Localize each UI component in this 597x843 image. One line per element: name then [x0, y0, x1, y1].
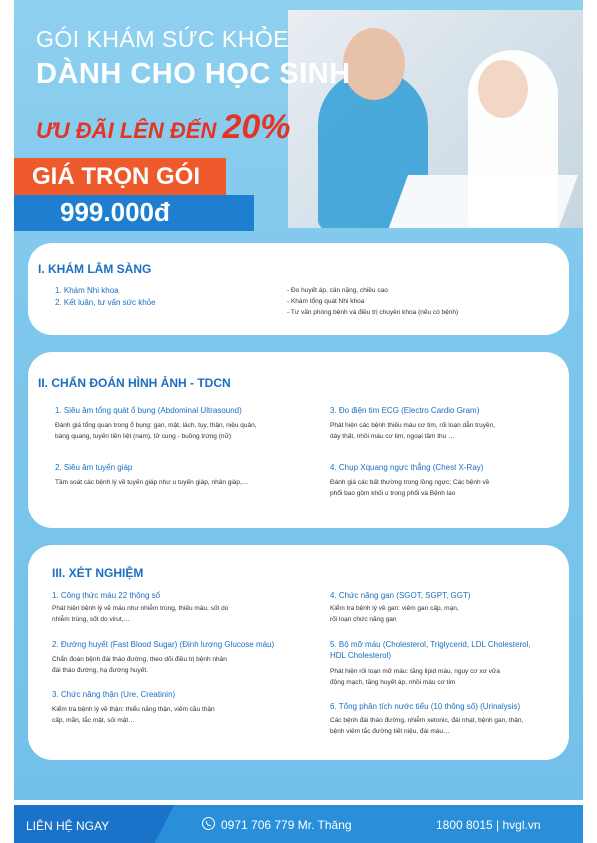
lab-item-desc: Các bệnh đái tháo đường, nhiễm xetonic, đái nhạt, bệnh gan, thận,	[330, 717, 524, 724]
contact-now-label[interactable]: LIÊN HỆ NGAY	[26, 819, 110, 833]
section1-title: I. KHÁM LÂM SÀNG	[38, 262, 152, 276]
lab-item-title: 6. Tổng phân tích nước tiểu (10 thông số) (Urinalysis)	[330, 702, 521, 711]
lab-item-title: 2. Đường huyết (Fast Blood Sugar) (Định lượng Glucose máu)	[52, 640, 275, 649]
price-value: 999.000đ	[60, 197, 170, 227]
hotline-website[interactable]: 1800 8015 | hvgl.vn	[436, 818, 541, 832]
lab-item-desc: Kiểm tra bệnh lý về thận: thiểu năng thận, viêm cầu thận	[52, 706, 215, 713]
phone-number[interactable]: 0971 706 779 Mr. Thăng	[221, 818, 352, 832]
lab-item-title: 4. Chức năng gan (SGOT, SGPT, GGT)	[330, 591, 471, 600]
lab-item-desc: động mạch, tăng huyết áp, nhồi máu cơ tim	[330, 679, 456, 686]
lab-item-desc: Phát hiện bệnh lý về máu như nhiễm trùng, thiếu máu, sốt do	[52, 605, 229, 612]
section1-note: - Đo huyết áp, cân nặng, chiều cao	[287, 287, 388, 294]
promo-text	[36, 108, 291, 147]
title-line2: DÀNH CHO HỌC SINH	[36, 58, 351, 90]
lab-item-desc: bệnh viêm tắc đường tiết niệu, đái máu…	[330, 728, 450, 735]
lab-item-desc: cấp, mãn, tắc mật, sỏi mật…	[52, 717, 135, 724]
imaging-item-title: 1. Siêu âm tổng quát ổ bụng (Abdominal Ultrasound)	[55, 406, 242, 415]
section1-note: - Tư vấn phòng bệnh và điều trị chuyên khoa (nếu có bệnh)	[287, 309, 459, 316]
section2-title: II. CHẨN ĐOÁN HÌNH ẢNH - TDCN	[38, 376, 231, 390]
section1-item: 1. Khám Nhi khoa	[55, 286, 119, 295]
lab-item-desc: Phát hiện rối loạn mỡ máu: tăng lipid máu, nguy cơ xơ vữa	[330, 668, 500, 675]
lab-item-title: 1. Công thức máu 22 thông số	[52, 591, 161, 600]
section1-note: - Khám tổng quát Nhi khoa	[287, 298, 365, 305]
imaging-item-title: 2. Siêu âm tuyến giáp	[55, 463, 133, 472]
imaging-item-title: 3. Đo điện tim ECG (Electro Cardio Gram)	[330, 406, 480, 415]
hero-photo-doctor-student	[288, 10, 583, 228]
lab-item-title-cont: HDL Cholesterol)	[330, 651, 392, 660]
lab-item-desc: đái tháo đường, hạ đường huyết.	[52, 667, 149, 674]
promo-percent: 20%	[222, 108, 291, 146]
section1-item: 2. Kết luận, tư vấn sức khỏe	[55, 298, 156, 307]
lab-item-title: 5. Bộ mỡ máu (Cholesterol, Triglycerid, LDL Cholesterol,	[330, 640, 531, 649]
imaging-item-desc: Phát hiện các bệnh thiếu máu cơ tim, rối loạn dẫn truyền,	[330, 422, 496, 429]
imaging-item-desc: Đánh giá tổng quan trong ổ bụng: gan, mật, lách, tụy, thận, niệu quản,	[55, 422, 257, 429]
section3-title: III. XÉT NGHIỆM	[52, 566, 144, 580]
lab-item-title: 3. Chức năng thận (Ure, Creatinin)	[52, 690, 176, 699]
imaging-item-desc: Tầm soát các bệnh lý về tuyến giáp như u tuyến giáp, nhân giáp,…	[55, 479, 249, 486]
imaging-item-title: 4. Chụp Xquang ngực thẳng (Chest X-Ray)	[330, 463, 484, 472]
imaging-item-desc: Đánh giá các bất thường trong lồng ngực; Các bệnh về	[330, 479, 490, 486]
phone-icon	[202, 817, 215, 830]
imaging-item-desc: dày thất, nhồi máu cơ tim, ngoại tâm thu …	[330, 433, 455, 440]
lab-item-desc: Chẩn đoán bệnh đái tháo đường, theo dõi điều trị bệnh nhân	[52, 656, 227, 663]
price-label: GIÁ TRỌN GÓI	[32, 163, 200, 190]
lab-item-desc: Kiểm tra bệnh lý về gan: viêm gan cấp, mạn,	[330, 605, 459, 612]
title-line1: GÓI KHÁM SỨC KHỎE	[36, 26, 290, 52]
imaging-item-desc: bàng quang, tuyến tiền liệt (nam), tử cung - buồng trứng (nữ)	[55, 433, 232, 440]
lab-item-desc: rối loạn chức năng gan	[330, 616, 397, 623]
promo-label: ƯU ĐÃI LÊN ĐẾN	[36, 118, 223, 143]
lab-item-desc: nhiễm trùng, sốt do virut,…	[52, 616, 131, 623]
imaging-item-desc: phổi bao gồm khối u trong phổi và Bệnh lao	[330, 490, 456, 497]
